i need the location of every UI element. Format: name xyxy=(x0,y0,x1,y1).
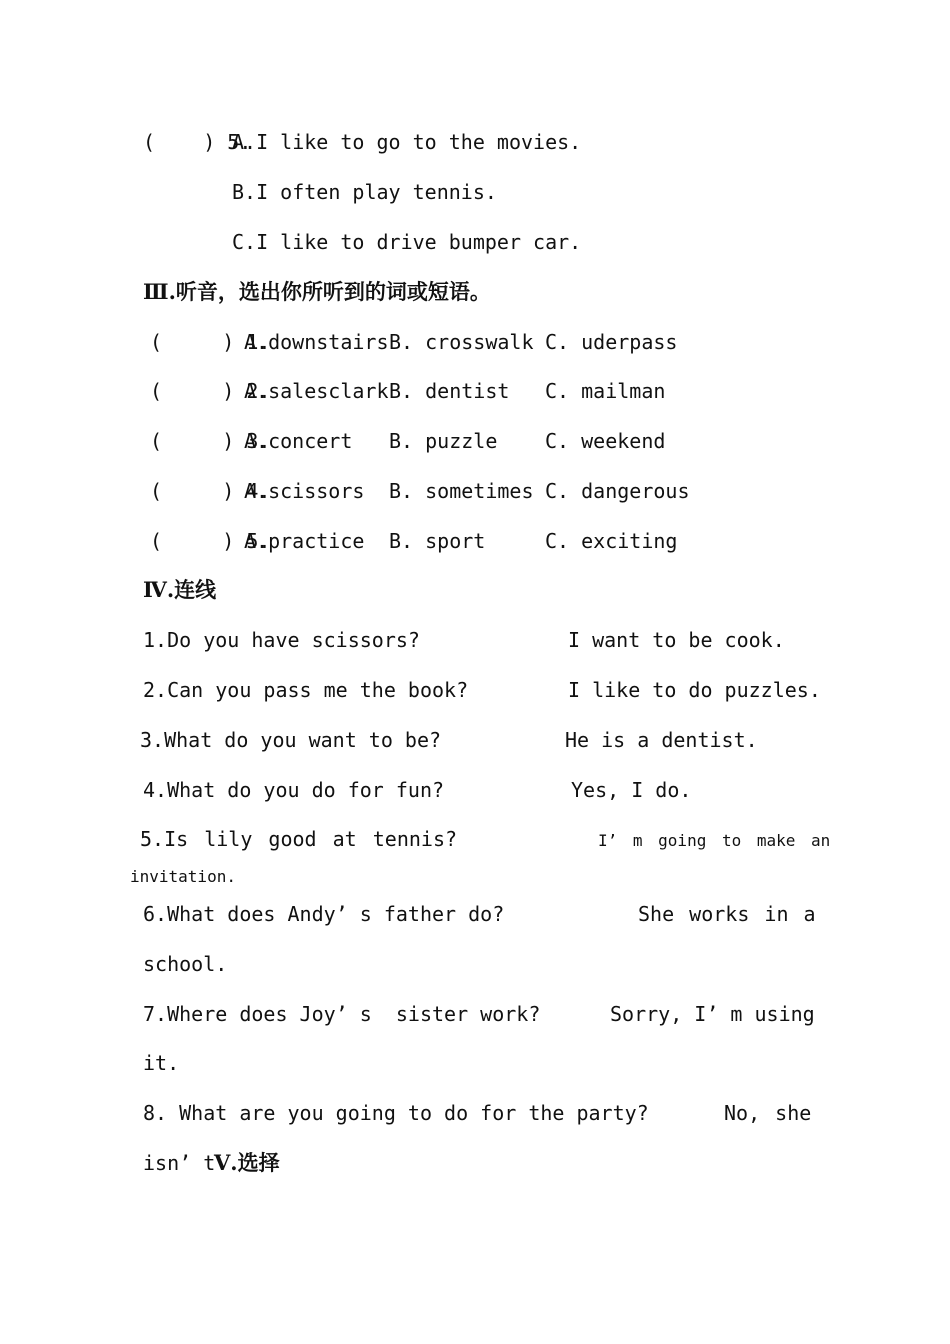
match-right-8-wrap: isn’ t xyxy=(143,1151,216,1175)
match-right-6: She works in a xyxy=(638,902,816,926)
match-right-4: Yes, I do. xyxy=(571,778,692,802)
answer-blank: ( ) 4. xyxy=(150,479,271,503)
q5-number: ( ) 5. xyxy=(143,130,252,154)
option-a: A.practice xyxy=(244,529,365,553)
option-c: C. mailman xyxy=(545,379,666,403)
option-a: A.concert xyxy=(244,429,353,453)
match-right-6-wrap: school. xyxy=(143,952,228,976)
q5-option-a: A.I like to go to the movies. xyxy=(232,130,582,154)
match-right-5: I’ m going to make an xyxy=(598,831,831,850)
option-b: B. sport xyxy=(389,529,486,553)
match-right-3: He is a dentist. xyxy=(565,728,758,752)
match-left-3: 3.What do you want to be? xyxy=(140,728,442,752)
match-left-6: 6.What does Andy’ s father do? xyxy=(143,902,505,926)
match-left-5: 5.Is lily good at tennis? xyxy=(140,827,458,851)
option-a: A.salesclark xyxy=(244,379,389,403)
option-c: C. uderpass xyxy=(545,330,678,354)
q5-option-b: B.I often play tennis. xyxy=(232,180,497,204)
option-b: B. dentist xyxy=(389,379,510,403)
match-left-2: 2.Can you pass me the book? xyxy=(143,678,469,702)
match-right-7: Sorry, I’ m using xyxy=(610,1002,815,1026)
option-b: B. puzzle xyxy=(389,429,498,453)
answer-blank: ( ) 2. xyxy=(150,379,271,403)
section3-title: Ⅲ.听音，选出你所听到的词或短语。 xyxy=(143,279,491,304)
option-b: B. sometimes xyxy=(389,479,534,503)
q5-option-c: C.I like to drive bumper car. xyxy=(232,230,582,254)
option-b: B. crosswalk xyxy=(389,330,534,354)
match-right-8: No, she xyxy=(724,1101,812,1125)
match-left-7: 7.Where does Joy’ s sister work? xyxy=(143,1002,541,1026)
match-right-7-wrap: it. xyxy=(143,1051,180,1075)
option-c: C. weekend xyxy=(545,429,666,453)
answer-blank: ( ) 1. xyxy=(150,330,271,354)
match-right-1: I want to be cook. xyxy=(568,628,785,652)
answer-blank: ( ) 3. xyxy=(150,429,271,453)
section5-title: Ⅴ.选择 xyxy=(214,1150,280,1175)
option-a: A.scissors xyxy=(244,479,365,503)
match-right-2: I like to do puzzles. xyxy=(568,678,821,702)
option-a: A.downstairs xyxy=(244,330,389,354)
match-left-4: 4.What do you do for fun? xyxy=(143,778,445,802)
match-left-8: 8. What are you going to do for the party? xyxy=(143,1101,649,1125)
section4-title: Ⅳ.连线 xyxy=(143,577,217,602)
option-c: C. exciting xyxy=(545,529,678,553)
option-c: C. dangerous xyxy=(545,479,690,503)
match-right-5-wrap: invitation. xyxy=(130,867,236,886)
answer-blank: ( ) 5. xyxy=(150,529,271,553)
match-left-1: 1.Do you have scissors? xyxy=(143,628,420,652)
